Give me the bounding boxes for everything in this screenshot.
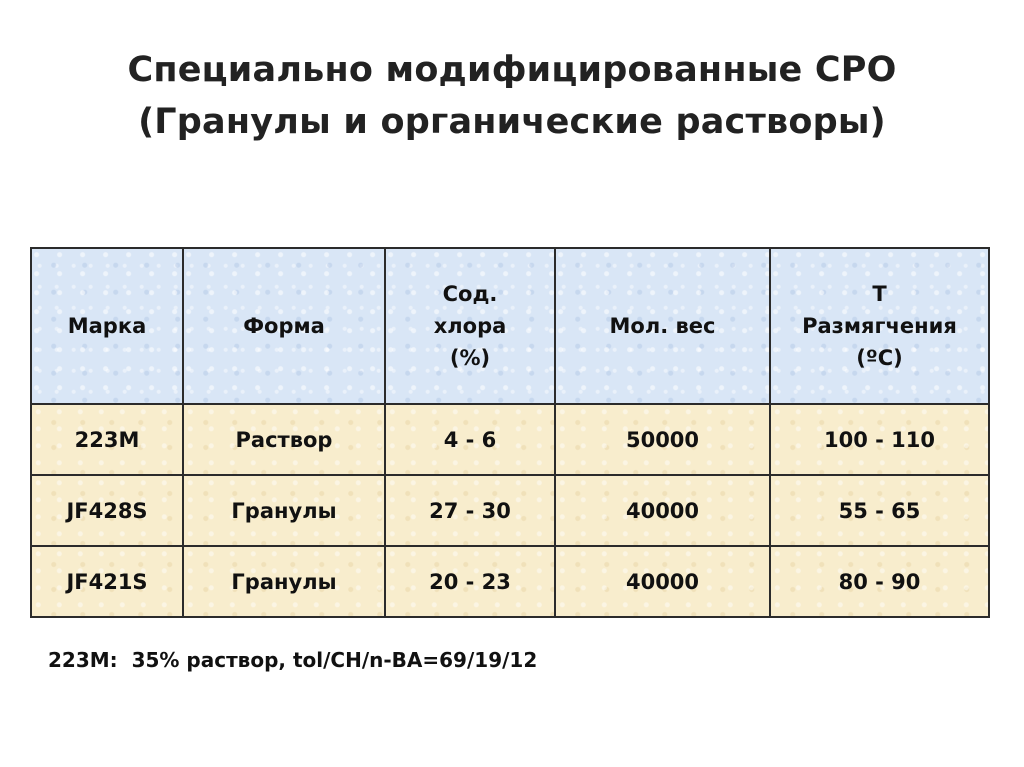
table-row <box>31 546 989 617</box>
cell-molecular-weight: 40000 <box>555 546 770 617</box>
slide-title-line-1: Специально модифицированные СРО <box>127 50 897 90</box>
column-header-form: Форма <box>183 248 385 404</box>
cell-softening-temperature: 55 - 65 <box>770 475 989 546</box>
cell-chlorine-content: 27 - 30 <box>385 475 555 546</box>
table-row <box>31 404 989 475</box>
cell-chlorine-content: 4 - 6 <box>385 404 555 475</box>
cpo-grades-table <box>30 247 990 618</box>
cell-grade: JF428S <box>31 475 183 546</box>
slide-title <box>0 44 1024 148</box>
cell-softening-temperature: 80 - 90 <box>770 546 989 617</box>
cell-softening-temperature: 100 - 110 <box>770 404 989 475</box>
cell-form: Раствор <box>183 404 385 475</box>
cell-molecular-weight: 40000 <box>555 475 770 546</box>
column-header-grade: Марка <box>31 248 183 404</box>
cell-form: Гранулы <box>183 475 385 546</box>
column-header-softening-temperature: Т Размягчения (ºС) <box>770 248 989 404</box>
cell-chlorine-content: 20 - 23 <box>385 546 555 617</box>
cell-grade: JF421S <box>31 546 183 617</box>
table-row <box>31 475 989 546</box>
cell-form: Гранулы <box>183 546 385 617</box>
column-header-chlorine-content: Сод. хлора (%) <box>385 248 555 404</box>
slide-title-line-2: (Гранулы и органические растворы) <box>138 102 886 142</box>
cell-molecular-weight: 50000 <box>555 404 770 475</box>
table-header-row <box>31 248 989 404</box>
column-header-molecular-weight: Мол. вес <box>555 248 770 404</box>
cell-grade: 223M <box>31 404 183 475</box>
footnote: 223M: 35% раствор, tol/CH/n-BA=69/19/12 <box>48 648 538 672</box>
